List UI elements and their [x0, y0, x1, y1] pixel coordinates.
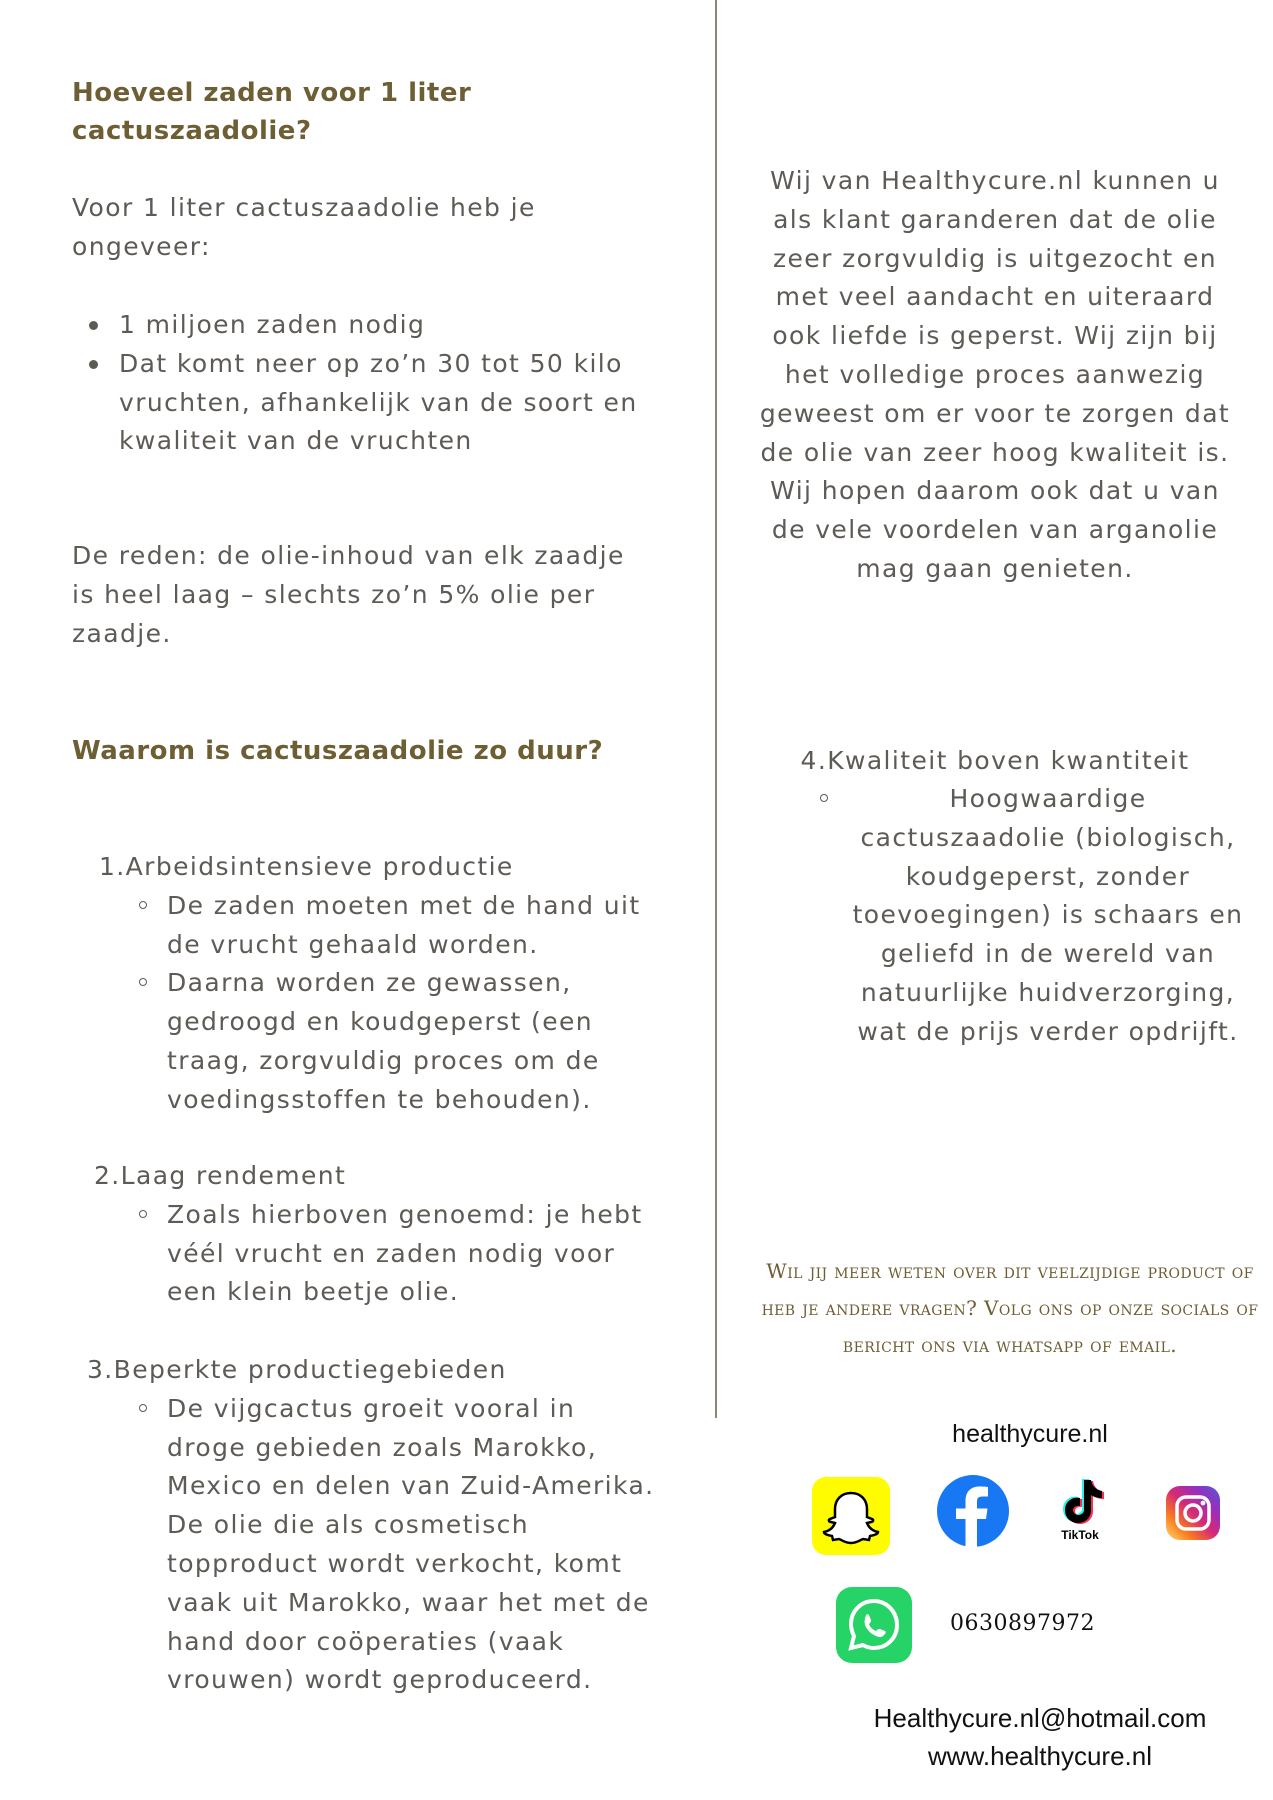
list-item: Dat komt neer op zo’n 30 tot 50 kilo vruchten, afhankelijk van de soort en kwaliteit van de vruchten [119, 345, 639, 461]
section-seeds-per-liter [72, 74, 592, 150]
list-item: De vijgcactus groeit vooral in droge gebieden zoals Marokko, Mexico en delen van Zuid-Amerika. De olie die als cosmetisch topproduct wordt verkocht, komt vaak uit Marokko, waar het met de hand door coöperaties (vaak vrouwen) wordt geproduceerd. [167, 1390, 657, 1700]
reason-1 [99, 848, 659, 1120]
list-item: Hoogwaardige cactuszaadolie (biologisch, koudgeperst, zonder toevoegingen) is schaars en geliefd in de wereld van natuurlijke huidverzorging, wat de prijs verder opdrijft. [848, 780, 1248, 1052]
intro-text: Voor 1 liter cactuszaadolie heb je ongeveer: [72, 193, 536, 261]
reason-2 [94, 1157, 654, 1312]
reason-3 [87, 1351, 657, 1700]
phone-number[interactable]: 0630897972 [950, 1611, 1095, 1636]
list-item: Daarna worden ze gewassen, gedroogd en koudgeperst (een traag, zorgvuldig proces om de voedingsstoffen te behouden). [167, 964, 647, 1119]
instagram-icon[interactable] [1166, 1486, 1220, 1540]
website-link[interactable]: www.healthycure.nl [928, 1741, 1152, 1771]
promo-text: Wil jij meer weten over dit veelzijdige product of heb je andere vragen? Volg ons op onze socials of bericht ons via whatsapp of email. [761, 1259, 1259, 1357]
list-item: Zoals hierboven genoemd: je hebt véél vrucht en zaden nodig voor een klein beetje olie. [167, 1196, 647, 1312]
whatsapp-icon[interactable] [836, 1587, 912, 1663]
social-handle: healthycure.nl [952, 1420, 1108, 1448]
guarantee-text: Wij van Healthycure.nl kunnen u als klant garanderen dat de olie zeer zorgvuldig is uitgezocht en met veel aandacht en uiteraard ook liefde is geperst. Wij zijn bij het volledige proces aanwezig geweest om er voor te zorgen dat de olie van zeer hoog kwaliteit is. Wij hopen daarom ook dat u van de vele voordelen van arganolie mag gaan genieten. [759, 166, 1231, 583]
list-item: 1 miljoen zaden nodig [119, 306, 639, 345]
facebook-icon[interactable] [937, 1475, 1009, 1547]
tiktok-icon[interactable] [1050, 1476, 1110, 1546]
reason-2-sublist [167, 1196, 647, 1312]
reason-4-sublist [848, 780, 1248, 1052]
tiktok-label: TikTok [1061, 1528, 1099, 1542]
reason-3-label: 3.Beperkte productiegebieden [87, 1355, 507, 1384]
seeds-bullet-list [119, 306, 639, 461]
reason-2-label: 2.Laag rendement [94, 1161, 347, 1190]
list-item: De zaden moeten met de hand uit de vrucht gehaald worden. [167, 887, 647, 965]
heading-why-expensive: Waarom is cactuszaadolie zo duur? [72, 736, 604, 766]
reason-text: De reden: de olie-inhoud van elk zaadje is heel laag – slechts zo’n 5% olie per zaadje. [72, 541, 625, 648]
reason-4-label: 4.Kwaliteit boven kwantiteit [800, 746, 1190, 775]
reason-3-sublist [167, 1390, 657, 1700]
heading-seeds: Hoeveel zaden voor 1 liter cactuszaadolie? [72, 78, 472, 146]
section-why-expensive [72, 732, 652, 770]
email-address[interactable]: Healthycure.nl@hotmail.com [873, 1703, 1207, 1733]
reason-1-label: 1.Arbeidsintensieve productie [99, 852, 514, 881]
reason-1-sublist [167, 887, 647, 1120]
column-divider [715, 0, 717, 1418]
snapchat-icon[interactable] [812, 1477, 890, 1555]
